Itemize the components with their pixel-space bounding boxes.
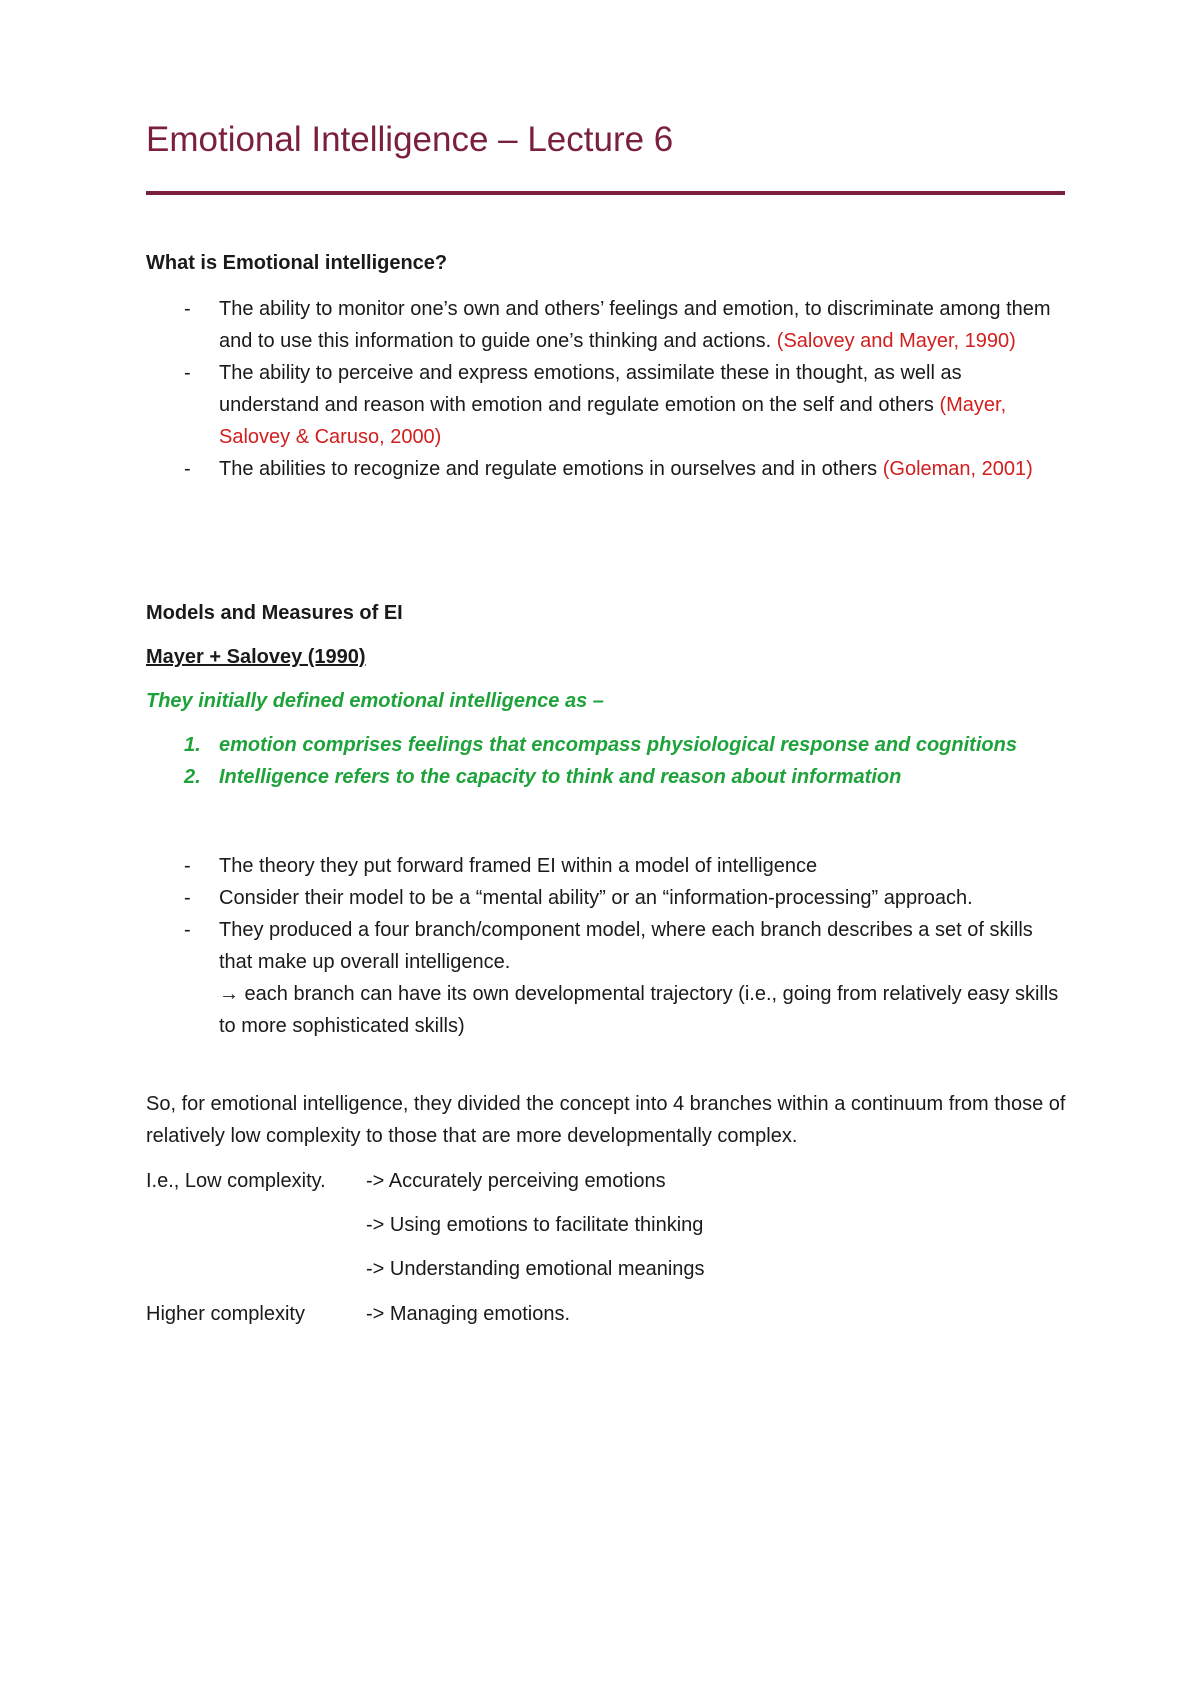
continuum-row — [146, 1165, 666, 1197]
list-marker: - — [184, 298, 191, 320]
arrow-note-text: each branch can have its own developmental trajectory (i.e., going from relatively easy skills to more sophisticated skills) — [219, 983, 1059, 1037]
list-item — [146, 453, 1066, 485]
list-item — [146, 882, 1066, 914]
definition-intro: They initially defined emotional intelligence as – — [146, 690, 604, 712]
intro-block — [146, 685, 1066, 717]
citation: (Goleman, 2001) — [882, 458, 1033, 480]
section-heading: Models and Measures of EI — [146, 602, 403, 624]
list-marker: 2. — [184, 766, 201, 788]
list-item — [146, 850, 1066, 882]
list-marker: - — [184, 919, 191, 941]
list-marker: - — [184, 887, 191, 909]
continuum-value: -> Accurately perceiving emotions — [366, 1170, 666, 1192]
list-item — [146, 293, 1066, 357]
section-models-measures — [146, 597, 1066, 629]
list-item-text: The theory they put forward framed EI within a model of intelligence — [219, 855, 818, 877]
list-marker: - — [184, 458, 191, 480]
numbered-item-text: Intelligence refers to the capacity to think and reason about information — [219, 766, 902, 788]
continuum-label: Higher complexity — [146, 1303, 305, 1325]
list-item-text: Consider their model to be a “mental ability” or an “information-processing” approach. — [219, 887, 973, 909]
numbered-list — [146, 729, 1066, 793]
list-item-text: They produced a four branch/component model, where each branch describes a set of skills that make up overall intelligence. — [219, 919, 1033, 973]
list-item — [146, 914, 1066, 1042]
title-divider — [146, 191, 1065, 195]
numbered-item — [146, 729, 1066, 761]
section-what-is-ei — [146, 247, 1066, 279]
list-item — [146, 357, 1066, 453]
citation: (Mayer, Salovey & Caruso, 2000) — [219, 394, 1007, 448]
continuum-row — [146, 1298, 571, 1330]
model-notes-list — [146, 850, 1066, 1042]
paragraph: So, for emotional intelligence, they divided the concept into 4 branches within a continuum from those of relatively low complexity to those that are more developmentally complex. — [146, 1093, 1066, 1147]
list-marker: - — [184, 362, 191, 384]
list-item-text: The abilities to recognize and regulate emotions in ourselves and in others — [219, 458, 883, 480]
arrow-note — [219, 978, 1066, 1042]
list-marker: - — [184, 855, 191, 877]
numbered-item-text: emotion comprises feelings that encompass physiological response and cognitions — [219, 734, 1017, 756]
subheading-block — [146, 641, 1066, 673]
subheading: Mayer + Salovey (1990) — [146, 646, 366, 668]
list-marker: 1. — [184, 734, 201, 756]
list-item-text: The ability to perceive and express emotions, assimilate these in thought, as well as understand and reason with emotion and regulate emotion on the self and others — [219, 362, 962, 416]
continuum-value: -> Understanding emotional meanings — [366, 1258, 705, 1280]
arrow-icon: → — [219, 983, 239, 1005]
section-heading: What is Emotional intelligence? — [146, 252, 448, 274]
continuum-label: I.e., Low complexity. — [146, 1170, 326, 1192]
continuum-value: -> Managing emotions. — [366, 1303, 571, 1325]
definitions-list — [146, 293, 1066, 485]
list-item-text: The ability to monitor one’s own and others’ feelings and emotion, to discriminate among them and to use this information to guide one’s thinking and actions. — [219, 298, 1051, 352]
paragraph-block — [146, 1088, 1066, 1152]
numbered-item — [146, 761, 1066, 793]
continuum-value: -> Using emotions to facilitate thinking — [366, 1214, 704, 1236]
citation: (Salovey and Mayer, 1990) — [776, 330, 1016, 352]
page-title: Emotional Intelligence – Lecture 6 — [146, 120, 674, 159]
